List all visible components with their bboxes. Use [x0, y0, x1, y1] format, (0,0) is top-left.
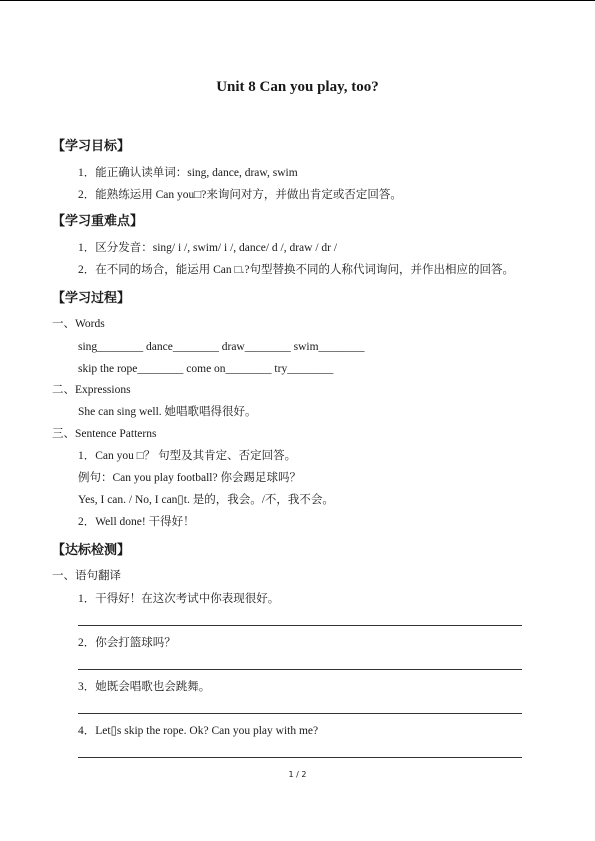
test-question-2: 2．你会打篮球吗？	[78, 637, 176, 649]
words-line-1: sing________ dance________ draw________ swim________	[78, 341, 365, 353]
test-subheading: 一、语句翻译	[52, 570, 121, 582]
pattern-item-1: 1．Can you □？ 句型及其肯定、否定回答。	[78, 450, 297, 462]
expressions-heading: 二、Expressions	[52, 384, 131, 396]
answer-line-2[interactable]	[78, 669, 522, 670]
words-line-2: skip the rope________ come on________ try________	[78, 363, 334, 375]
section-heading-process: 【学习过程】	[52, 291, 131, 306]
keypoint-item-1: 1．区分发音：sing/ i /, swim/ i /, dance/ d /, draw / dr /	[78, 242, 338, 254]
patterns-heading: 三、Sentence Patterns	[52, 428, 157, 440]
pattern-answer: Yes, I can. / No, I can▯t. 是的，我会。/不，我不会。	[78, 494, 334, 506]
keypoint-item-2: 2．在不同的场合，能运用 Can □.?句型替换不同的人称代词询问，并作出相应的回答。	[78, 264, 514, 276]
section-heading-keypoints: 【学习重难点】	[52, 214, 144, 229]
goal-item-1: 1．能正确认读单词：sing, dance, draw, swim	[78, 167, 298, 179]
section-heading-test: 【达标检测】	[52, 543, 131, 558]
page-number: 1 / 2	[288, 770, 307, 779]
words-heading: 一、Words	[52, 318, 105, 330]
test-question-1: 1．干得好！在这次考试中你表现很好。	[78, 593, 280, 605]
test-question-4: 4．Let▯s skip the rope. Ok? Can you play with me?	[78, 725, 319, 737]
answer-line-4[interactable]	[78, 757, 522, 758]
expression-line: She can sing well. 她唱歌唱得很好。	[78, 406, 257, 418]
answer-line-1[interactable]	[78, 625, 522, 626]
test-question-3: 3．她既会唱歌也会跳舞。	[78, 681, 211, 693]
header-rule	[0, 0, 595, 1]
answer-line-3[interactable]	[78, 713, 522, 714]
page-title: Unit 8 Can you play, too?	[216, 79, 379, 95]
pattern-example: 例句：Can you play football? 你会踢足球吗？	[78, 472, 301, 484]
goal-item-2: 2．能熟练运用 Can you□?来询问对方，并做出肯定或否定回答。	[78, 189, 402, 201]
pattern-item-2: 2．Well done! 干得好！	[78, 516, 195, 528]
section-heading-goals: 【学习目标】	[52, 139, 131, 154]
